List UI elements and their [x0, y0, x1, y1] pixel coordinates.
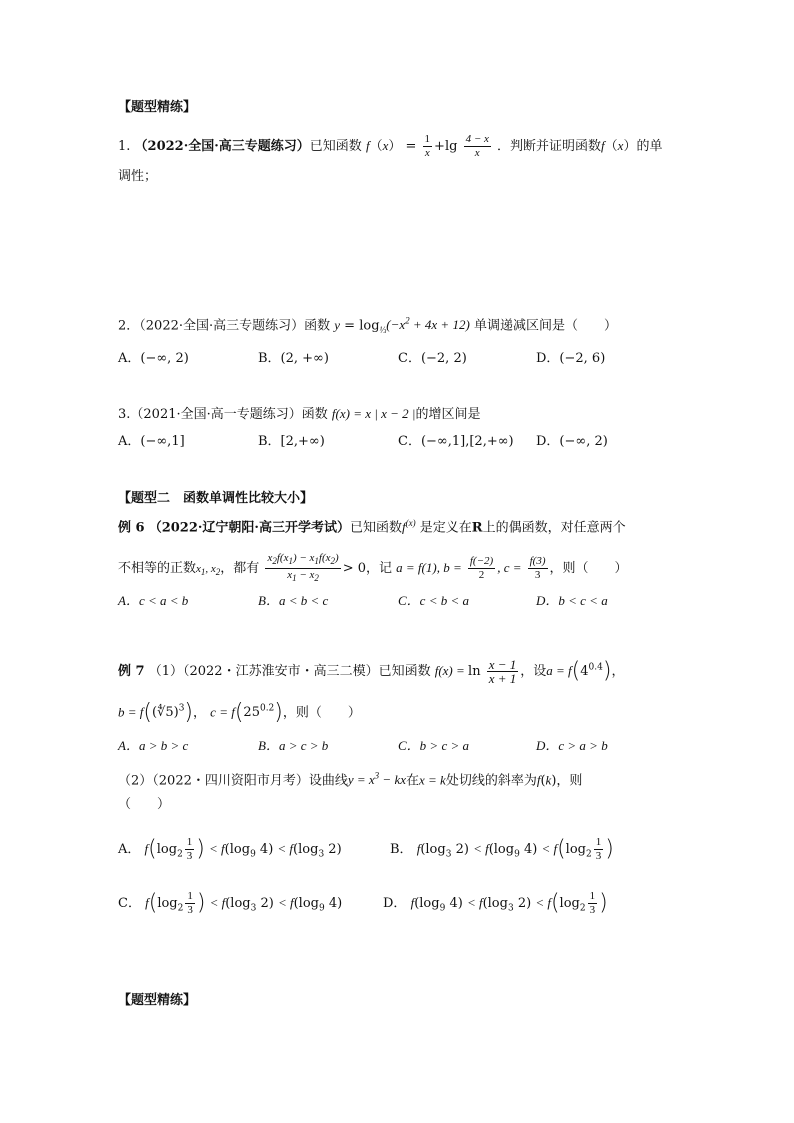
ex7-1-option-b[interactable]: B．a > c > b: [258, 738, 329, 753]
question-1: 1. （2022·全国·高三专题练习）已知函数 f（x） = $\frac{1}{x}$ +lg $\frac{4 - x}{x}$ ．判断并证明函数f（x）的单: [118, 133, 663, 159]
ex7-2-option-c[interactable]: C． $f(\log_2$ $\frac{1}{3}$ ) < $f(\log_3$ $2) < f(\log_9$ 4): [118, 890, 343, 916]
q1-source: （2022·全国·高三专题练习）: [134, 139, 310, 154]
section-header-practice: 【题型精练】: [118, 100, 197, 115]
q1-fraction-2: $\frac{4 - x}{x}$: [465, 133, 489, 159]
ex6-line-2: 不相等的正数$x_1$, $x_2$，都有 $\frac{x_2f(x_1) - x_1f(x_2)}{x_1 - x_2}$ > 0，记 a = f(1), b = $\frac{f(-2)}{2}$ , c = $\frac{f(3)}{3}$ ，则（ ）: [118, 552, 628, 584]
ex6-option-a[interactable]: A．c < a < b: [118, 593, 189, 608]
ex6-option-b[interactable]: B．a < b < c: [258, 593, 329, 608]
q2-option-c[interactable]: C．(−2, 2): [398, 351, 467, 366]
q2-option-b[interactable]: B．(2, +∞): [258, 351, 329, 366]
ex7-label: 例 7: [118, 664, 145, 679]
q3-option-b[interactable]: B．[2,+∞): [258, 434, 325, 449]
q3-option-d[interactable]: D．(−∞, 2): [536, 434, 608, 449]
question-3: 3.（2021·全国·高一专题练习）函数 f(x) = x | x − 2 |的增区间是: [118, 406, 481, 422]
q2-formula: y: [334, 317, 341, 333]
ex7-2-option-a[interactable]: A． $f(\log_2$ $\frac{1}{3}$ ) < $f(\log_9$ $4) < f(\log_3$ 2): [118, 836, 342, 862]
q3-text: 3.（2021·全国·高一专题练习）函数: [118, 407, 328, 422]
question-2: 2．（2022·全国·高三专题练习）函数 $y = \log_{\frac{1}{3}}(-x^2 + 4x + 12)$ 单调递减区间是（ ）: [118, 316, 617, 335]
ex7-2-option-b[interactable]: B． $f(\log_3$ $2) < f(\log_9$ $4) < f(\log_2$ $\frac{1}{3}$ ): [390, 836, 614, 862]
ex7-1-option-d[interactable]: D．c > a > b: [536, 738, 608, 753]
q2-text: 2．（2022·全国·高三专题练习）函数: [118, 318, 331, 334]
ex6-option-c[interactable]: C．c < b < a: [398, 593, 469, 608]
q1-line-2: 调性；: [118, 169, 158, 184]
ex7-1-option-a[interactable]: A．a > b > c: [118, 738, 189, 753]
ex7-ln-fraction: $\frac{x - 1}{x + 1}$: [488, 657, 517, 686]
ex6-source: （2022·辽宁朝阳·高三开学考试）: [148, 520, 350, 536]
example-6: 例 6 （2022·辽宁朝阳·高三开学考试）已知函数$f^{(x)}$ 是定义在R上的偶函数，对任意两个: [118, 518, 626, 536]
section-header-type-2: 【题型二 函数单调性比较大小】: [118, 491, 314, 506]
q3-option-c[interactable]: C．(−∞,1],[2,+∞): [398, 434, 514, 449]
ex7-2-option-d[interactable]: D． $f(\log_9$ $4) < f(\log_3$ $2) < f(\log_2$ $\frac{1}{3}$ ): [383, 890, 608, 916]
q1-fraction-1: $\frac{1}{x}$: [424, 133, 431, 159]
section-header-practice-2: 【题型精练】: [118, 993, 197, 1008]
ex6-inequality-fraction: $\frac{x_2f(x_1) - x_1f(x_2)}{x_1 - x_2}$: [267, 552, 339, 584]
q1-number: 1.: [118, 139, 131, 154]
ex6-label: 例 6: [118, 520, 145, 536]
ex6-option-d[interactable]: D．b < c < a: [536, 593, 608, 608]
ex7-1-option-c[interactable]: C．b > c > a: [398, 738, 469, 753]
q2-option-d[interactable]: D．(−2, 6): [536, 351, 606, 366]
q3-option-a[interactable]: A．(−∞,1]: [118, 434, 185, 449]
q2-option-a[interactable]: A．(−∞, 2): [118, 351, 189, 366]
q3-formula: f(x) = x | x − 2 |: [331, 406, 416, 421]
ex7-part-2-paren: （ ）: [118, 797, 171, 812]
q1-formula: f: [365, 138, 370, 153]
q1-text: 已知函数: [309, 139, 362, 154]
ex7-part-2: （2）（2022・四川资阳市月考）设曲线$y = x^3$ − kx在x = k处切线的斜率为f(k)，则: [118, 771, 583, 789]
ex7-line-2: b = f((∜5)$^3$)， $c = f(25^{0.2})$，则（ ）: [118, 699, 361, 725]
example-7: 例 7 （1）（2022・江苏淮安市・高三二模）已知函数 f(x) = ln $\frac{x - 1}{x + 1}$ ，设$a = f(4^{0.4})$，: [118, 657, 625, 686]
